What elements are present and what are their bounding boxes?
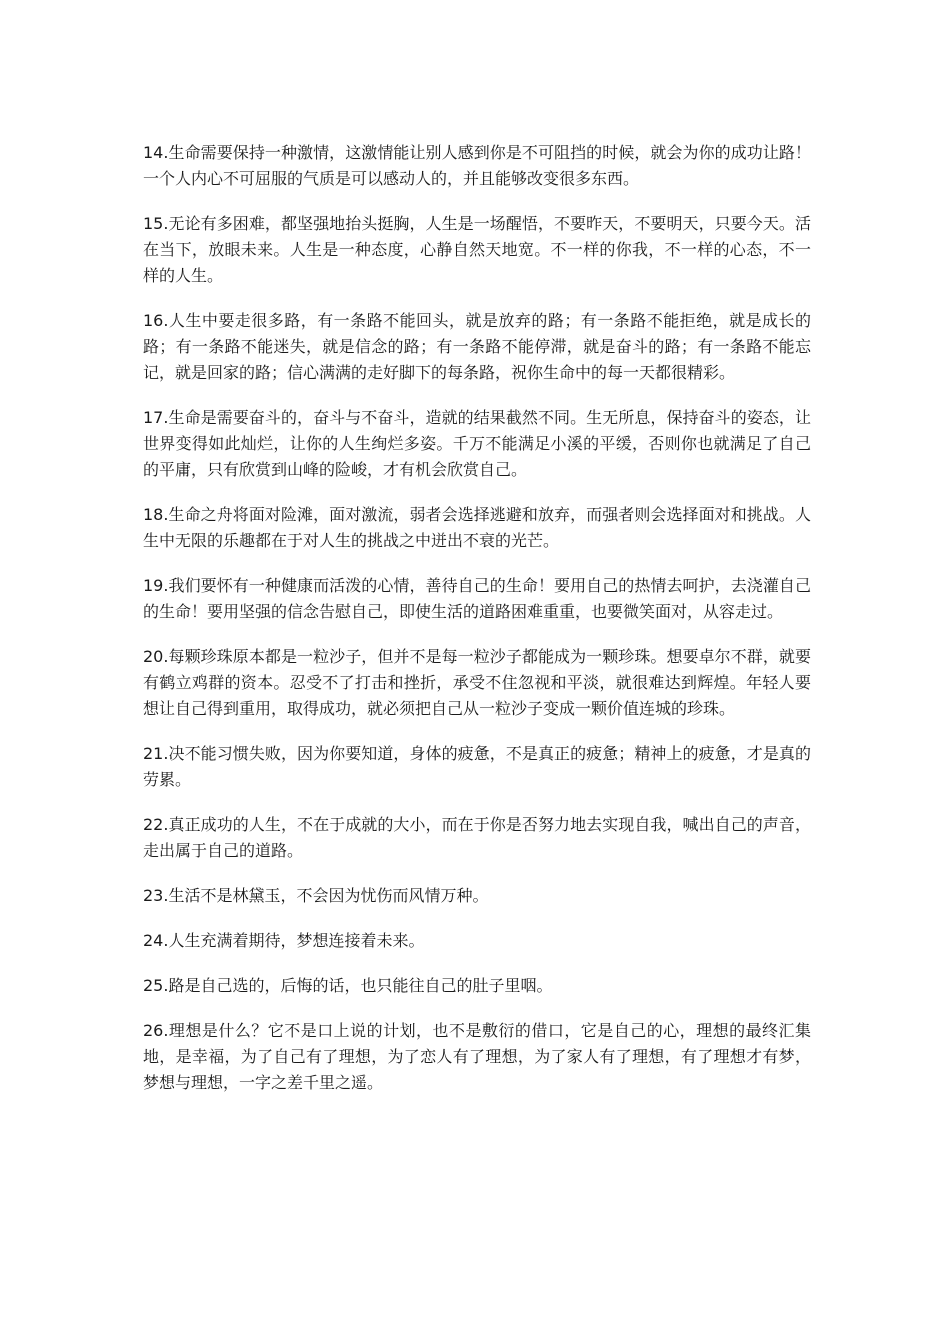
paragraph-26: 26.理想是什么？它不是口上说的计划，也不是敷衍的借口，它是自己的心，理想的最终汇集地，是幸福，为了自己有了理想，为了恋人有了理想，为了家人有了理想，有了理想才有梦，梦想与理想，一字之差千里之遥。 <box>143 1021 811 1092</box>
paragraph-19: 19.我们要怀有一种健康而活泼的心情，善待自己的生命！要用自己的热情去呵护，去浇灌自己的生命！要用坚强的信念告慰自己，即使生活的道路困难重重，也要微笑面对，从容走过。 <box>143 576 811 621</box>
paragraph-16: 16.人生中要走很多路，有一条路不能回头，就是放弃的路；有一条路不能拒绝，就是成长的路；有一条路不能迷失，就是信念的路；有一条路不能停滞，就是奋斗的路；有一条路不能忘记，就是回家的路；信心满满的走好脚下的每条路，祝你生命中的每一天都很精彩。 <box>143 311 811 382</box>
paragraph-17: 17.生命是需要奋斗的，奋斗与不奋斗，造就的结果截然不同。生无所息，保持奋斗的姿态，让世界变得如此灿烂，让你的人生绚烂多姿。千万不能满足小溪的平缓，否则你也就满足了自己的平庸，只有欣赏到山峰的险峻，才有机会欣赏自己。 <box>143 408 811 479</box>
document-body <box>143 140 811 1115</box>
paragraph-25: 25.路是自己选的，后悔的话，也只能往自己的肚子里咽。 <box>143 976 553 995</box>
paragraph-24: 24.人生充满着期待，梦想连接着未来。 <box>143 931 425 950</box>
paragraph-18: 18.生命之舟将面对险滩，面对激流，弱者会选择逃避和放弃，而强者则会选择面对和挑战。人生中无限的乐趣都在于对人生的挑战之中迸出不衰的光芒。 <box>143 505 811 550</box>
paragraph-21: 21.决不能习惯失败，因为你要知道，身体的疲惫，不是真正的疲惫；精神上的疲惫，才是真的劳累。 <box>143 744 811 789</box>
paragraph-20: 20.每颗珍珠原本都是一粒沙子，但并不是每一粒沙子都能成为一颗珍珠。想要卓尔不群，就要有鹤立鸡群的资本。忍受不了打击和挫折，承受不住忽视和平淡，就很难达到辉煌。年轻人要想让自己得到重用，取得成功，就必须把自己从一粒沙子变成一颗价值连城的珍珠。 <box>143 647 811 718</box>
paragraph-15: 15.无论有多困难，都坚强地抬头挺胸，人生是一场醒悟，不要昨天，不要明天，只要今天。活在当下，放眼未来。人生是一种态度，心静自然天地宽。不一样的你我，不一样的心态，不一样的人生。 <box>143 214 811 285</box>
paragraph-14: 14.生命需要保持一种激情，这激情能让别人感到你是不可阻挡的时候，就会为你的成功让路！一个人内心不可屈服的气质是可以感动人的，并且能够改变很多东西。 <box>143 143 811 188</box>
paragraph-23: 23.生活不是林黛玉，不会因为忧伤而风情万种。 <box>143 886 489 905</box>
paragraph-22: 22.真正成功的人生，不在于成就的大小，而在于你是否努力地去实现自我，喊出自己的声音，走出属于自己的道路。 <box>143 815 811 860</box>
